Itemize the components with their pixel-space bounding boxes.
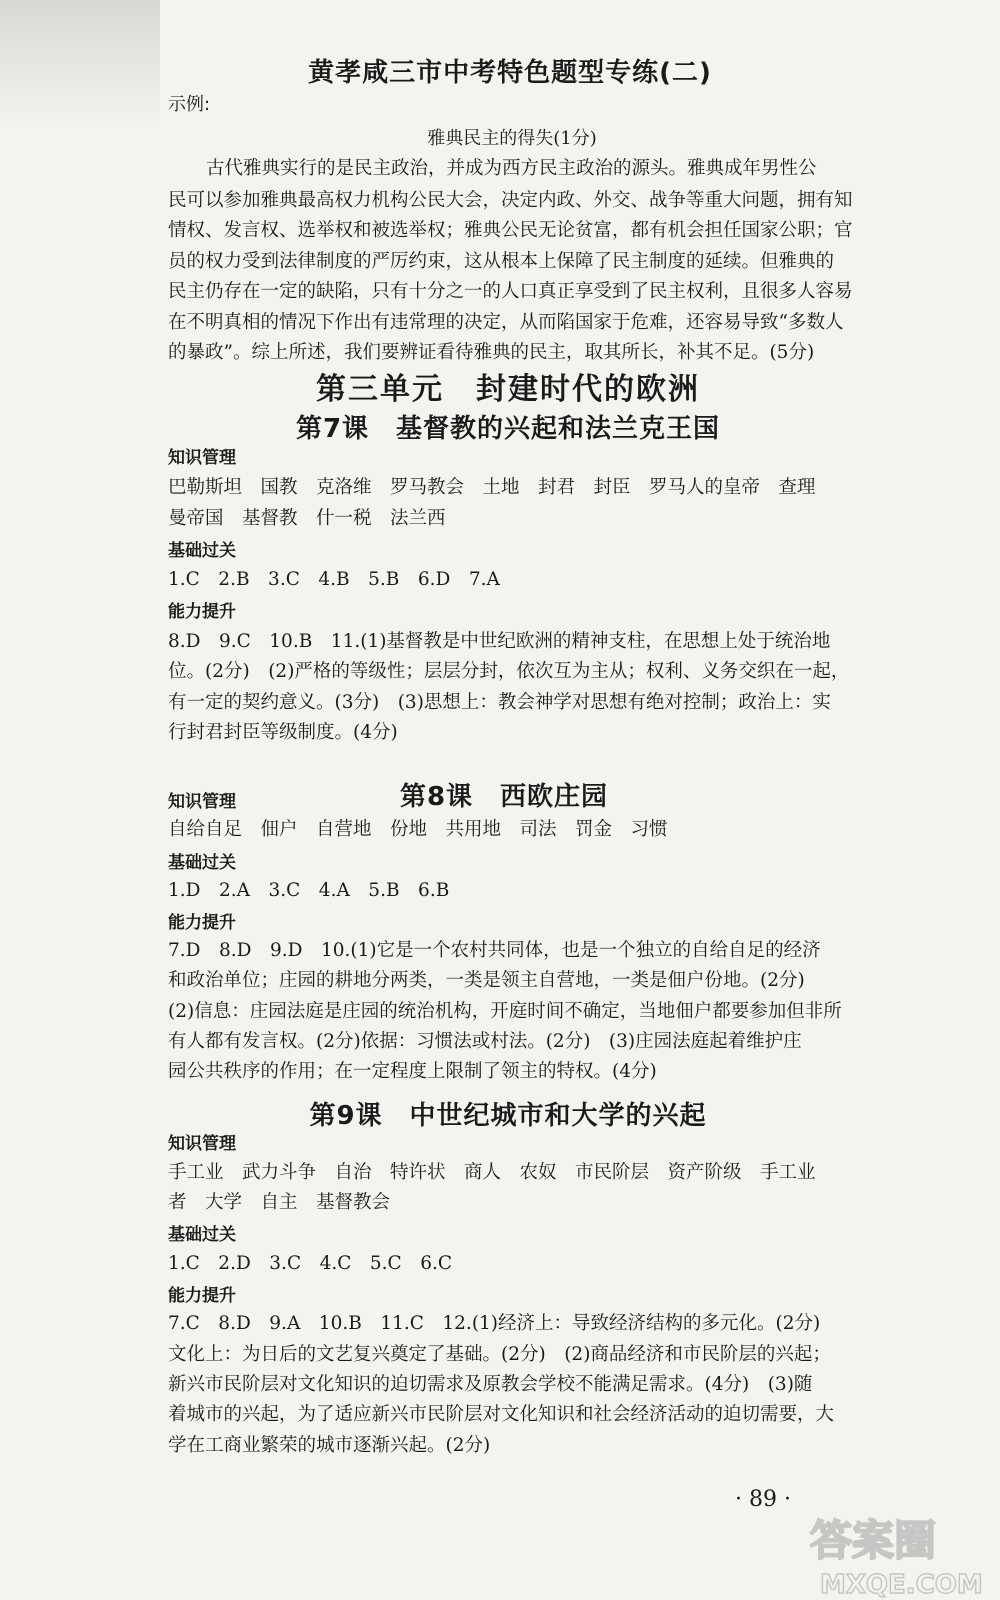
lesson-7-advanced-label: 能力提升 (168, 602, 236, 622)
lesson-8-advanced-line: 和政治单位；庄园的耕地分两类，一类是领主自营地，一类是佃户份地。(2分) (168, 970, 805, 991)
watermark-url: MXQE.COM (820, 1570, 983, 1600)
lesson-9-knowledge-line: 手工业 武力斗争 自治 特许状 商人 农奴 市民阶层 资产阶级 手工业 (168, 1162, 816, 1183)
example-line: 员的权力受到法律制度的严厉约束，这从根本上保障了民主制度的延续。但雅典的 (168, 251, 835, 272)
lesson-9-advanced-line: 着城市的兴起，为了适应新兴市民阶层对文化知识和社会经济活动的迫切需要，大 (168, 1404, 835, 1425)
lesson-9-basic-label: 基础过关 (168, 1225, 236, 1245)
lesson-8-basic-label: 基础过关 (168, 853, 236, 873)
lesson-9-title: 第9课 中世纪城市和大学的兴起 (309, 1101, 707, 1131)
lesson-8-advanced-line: 有人都有发言权。(2分)依据：习惯法或村法。(2分) (3)庄园法庭起着维护庄 (168, 1031, 802, 1052)
lesson-9-advanced-line: 文化上：为日后的文艺复兴奠定了基础。(2分) (2)商品经济和市民阶层的兴起； (168, 1344, 831, 1365)
lesson-7-knowledge-line: 巴勒斯坦 国教 克洛维 罗马教会 土地 封君 封臣 罗马人的皇帝 查理 (168, 477, 816, 498)
unit-title: 第三单元 封建时代的欧洲 (316, 372, 700, 407)
lesson-9-knowledge-label: 知识管理 (168, 1134, 236, 1154)
example-subtitle: 雅典民主的得失(1分) (427, 128, 597, 149)
lesson-8-basic-answers: 1.D 2.A 3.C 4.A 5.B 6.B (168, 880, 450, 901)
lesson-9-advanced-line: 7.C 8.D 9.A 10.B 11.C 12.(1)经济上：导致经济结构的多元化。(2分) (168, 1313, 821, 1334)
lesson-7-advanced-line: 8.D 9.C 10.B 11.(1)基督教是中世纪欧洲的精神支柱，在思想上处于统治地 (168, 631, 831, 652)
lesson-8-advanced-line: (2)信息：庄园法庭是庄园的统治机构，开庭时间不确定，当地佃户都要参加但非所 (168, 1001, 842, 1022)
lesson-8-advanced-line: 7.D 8.D 9.D 10.(1)它是一个农村共同体，也是一个独立的自给自足的经济 (168, 940, 821, 961)
lesson-7-basic-answers: 1.C 2.B 3.C 4.B 5.B 6.D 7.A (168, 569, 500, 590)
lesson-9-advanced-label: 能力提升 (168, 1286, 236, 1306)
page-number: · 89 · (735, 1487, 791, 1512)
lesson-7-knowledge-line: 曼帝国 基督教 什一税 法兰西 (168, 508, 446, 529)
example-label: 示例: (168, 94, 211, 115)
lesson-7-advanced-line: 行封君封臣等级制度。(4分) (168, 722, 398, 743)
example-line: 在不明真相的情况下作出有违常理的决定，从而陷国家于危难，还容易导致“多数人 (168, 312, 844, 333)
lesson-8-advanced-label: 能力提升 (168, 913, 236, 933)
example-line: 的暴政”。综上所述，我们要辨证看待雅典的民主，取其所长，补其不足。(5分) (168, 342, 815, 363)
lesson-9-advanced-line: 学在工商业繁荣的城市逐渐兴起。(2分) (168, 1435, 491, 1456)
watermark-logo (800, 1505, 1000, 1600)
lesson-7-knowledge-label: 知识管理 (168, 448, 236, 468)
lesson-7-title: 第7课 基督教的兴起和法兰克王国 (295, 414, 721, 444)
lesson-9-knowledge-line: 者 大学 自主 基督教会 (168, 1192, 391, 1213)
lesson-8-knowledge-line: 自给自足 佃户 自营地 份地 共用地 司法 罚金 习惯 (168, 819, 668, 840)
lesson-9-advanced-line: 新兴市民阶层对文化知识的迫切需求及原教会学校不能满足需求。(4分) (3)随 (168, 1374, 813, 1395)
lesson-7-advanced-line: 有一定的契约意义。(3分) (3)思想上：教会神学对思想有绝对控制；政治上：实 (168, 692, 831, 713)
lesson-8-knowledge-label: 知识管理 (168, 792, 236, 812)
example-line: 民可以参加雅典最高权力机构公民大会，决定内政、外交、战争等重大问题，拥有知 (168, 190, 853, 211)
example-line: 情权、发言权、选举权和被选举权；雅典公民无论贫富，都有机会担任国家公职；官 (168, 220, 853, 241)
example-line: 民主仍存在一定的缺陷，只有十分之一的人口真正享受到了民主权利，且很多人容易 (168, 281, 853, 302)
page-title: 黄孝咸三市中考特色题型专练(二) (308, 58, 712, 88)
lesson-7-basic-label: 基础过关 (168, 541, 236, 561)
example-line: 古代雅典实行的是民主政治，并成为西方民主政治的源头。雅典成年男性公 (206, 158, 817, 179)
watermark-logo-text: 答案圈 (810, 1516, 937, 1565)
lesson-9-basic-answers: 1.C 2.D 3.C 4.C 5.C 6.C (168, 1253, 453, 1274)
lesson-8-title: 第8课 西欧庄园 (399, 782, 609, 812)
lesson-7-advanced-line: 位。(2分) (2)严格的等级性；层层分封，依次互为主从；权利、义务交织在一起， (168, 661, 850, 682)
lesson-8-advanced-line: 园公共秩序的作用；在一定程度上限制了领主的特权。(4分) (168, 1061, 657, 1082)
